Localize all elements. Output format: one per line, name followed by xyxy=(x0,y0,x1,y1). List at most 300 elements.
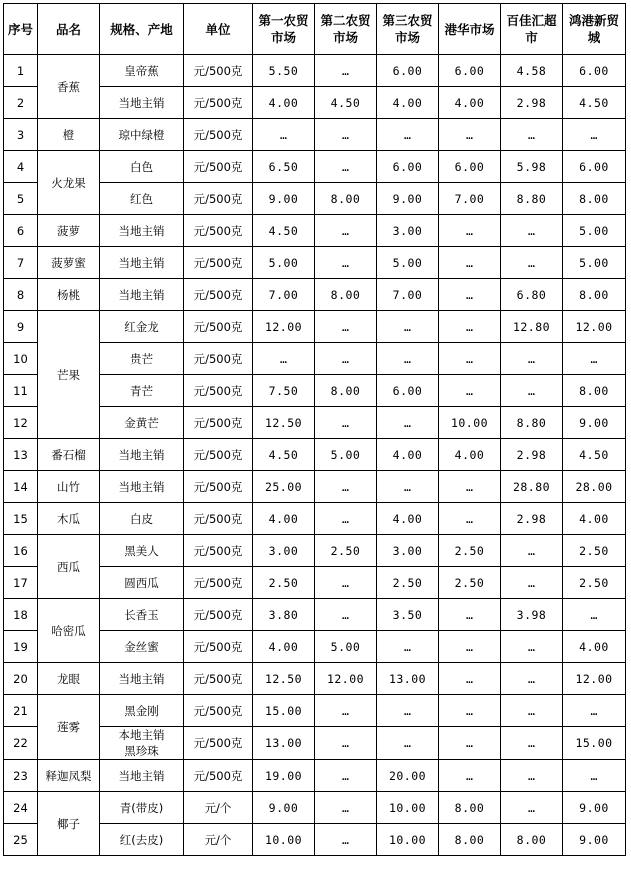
price-market-6: 8.00 xyxy=(563,279,626,311)
price-market-3: 7.00 xyxy=(377,279,439,311)
row-seq: 17 xyxy=(4,567,38,599)
price-market-4: … xyxy=(439,343,501,375)
price-market-2: … xyxy=(315,824,377,856)
row-seq: 18 xyxy=(4,599,38,631)
price-market-4: … xyxy=(439,247,501,279)
price-market-6: 6.00 xyxy=(563,151,626,183)
price-market-1: 2.50 xyxy=(253,567,315,599)
price-market-3: 13.00 xyxy=(377,663,439,695)
price-market-6: 5.00 xyxy=(563,215,626,247)
product-spec xyxy=(100,471,184,503)
product-spec xyxy=(100,311,184,343)
price-market-2: … xyxy=(315,215,377,247)
table-row xyxy=(4,503,626,535)
table-row xyxy=(4,439,626,471)
price-market-6: … xyxy=(563,343,626,375)
price-market-4: … xyxy=(439,727,501,760)
header-spec: 规格、产地 xyxy=(100,4,184,55)
price-market-5: 12.80 xyxy=(501,311,563,343)
price-market-4: 6.00 xyxy=(439,151,501,183)
price-market-5: … xyxy=(501,631,563,663)
table-row xyxy=(4,695,626,727)
price-market-5: 2.98 xyxy=(501,503,563,535)
header-market-5-line-1: 百佳汇超 xyxy=(506,13,557,28)
price-market-6: … xyxy=(563,760,626,792)
header-name: 品名 xyxy=(38,4,100,55)
product-spec xyxy=(100,215,184,247)
table-row xyxy=(4,311,626,343)
product-spec xyxy=(100,503,184,535)
price-market-3: 10.00 xyxy=(377,792,439,824)
price-market-4: … xyxy=(439,119,501,151)
header-market-1 xyxy=(253,4,315,55)
header-market-1-line-2: 市场 xyxy=(270,30,296,45)
product-spec-line: 长香玉 xyxy=(124,607,159,622)
product-spec-line: 当地主销 xyxy=(118,287,165,302)
price-market-1: 12.50 xyxy=(253,663,315,695)
price-market-6: 2.50 xyxy=(563,567,626,599)
price-market-6: 8.00 xyxy=(563,375,626,407)
price-market-1: 9.00 xyxy=(253,183,315,215)
price-market-1: 12.50 xyxy=(253,407,315,439)
price-market-6: 2.50 xyxy=(563,535,626,567)
price-market-5: … xyxy=(501,119,563,151)
product-spec-line: 黑珍珠 xyxy=(124,744,159,758)
price-market-3: 6.00 xyxy=(377,151,439,183)
price-unit: 元/500克 xyxy=(184,695,253,727)
row-seq: 22 xyxy=(4,727,38,760)
price-market-6: 12.00 xyxy=(563,663,626,695)
product-spec-line: 青(带皮) xyxy=(119,800,164,815)
price-market-5: 4.58 xyxy=(501,55,563,87)
price-market-6: 5.00 xyxy=(563,247,626,279)
price-unit: 元/500克 xyxy=(184,87,253,119)
product-spec-line: 当地主销 xyxy=(118,95,165,110)
header-unit: 单位 xyxy=(184,4,253,55)
row-seq: 19 xyxy=(4,631,38,663)
price-market-4: … xyxy=(439,760,501,792)
product-name: 释迦凤梨 xyxy=(38,760,100,792)
product-spec xyxy=(100,55,184,87)
product-spec-line: 当地主销 xyxy=(118,671,165,686)
price-market-2: … xyxy=(315,311,377,343)
price-market-5: … xyxy=(501,535,563,567)
price-unit: 元/500克 xyxy=(184,663,253,695)
price-market-3: 6.00 xyxy=(377,375,439,407)
price-market-6: 15.00 xyxy=(563,727,626,760)
product-name: 香蕉 xyxy=(38,55,100,119)
product-spec-line: 金黄芒 xyxy=(124,415,159,430)
product-name: 杨桃 xyxy=(38,279,100,311)
price-market-5: 6.80 xyxy=(501,279,563,311)
price-market-2: 4.50 xyxy=(315,87,377,119)
row-seq: 14 xyxy=(4,471,38,503)
table-row xyxy=(4,247,626,279)
row-seq: 9 xyxy=(4,311,38,343)
price-market-4: … xyxy=(439,375,501,407)
price-market-6: … xyxy=(563,119,626,151)
product-spec-line: 红金龙 xyxy=(124,319,159,334)
row-seq: 20 xyxy=(4,663,38,695)
product-spec-line: 琼中绿橙 xyxy=(118,127,165,142)
price-market-1: 4.00 xyxy=(253,87,315,119)
price-market-1: 3.80 xyxy=(253,599,315,631)
price-market-3: 3.00 xyxy=(377,215,439,247)
product-spec xyxy=(100,599,184,631)
header-market-1-line-1: 第一农贸 xyxy=(258,13,309,28)
product-spec-line: 白色 xyxy=(130,159,153,174)
price-market-6: 9.00 xyxy=(563,824,626,856)
product-name: 木瓜 xyxy=(38,503,100,535)
product-spec-line: 红色 xyxy=(130,191,153,206)
row-seq: 1 xyxy=(4,55,38,87)
price-market-2: … xyxy=(315,727,377,760)
product-spec-line: 红(去皮) xyxy=(119,832,164,847)
product-spec xyxy=(100,183,184,215)
product-spec xyxy=(100,727,184,760)
price-market-2: 8.00 xyxy=(315,183,377,215)
price-unit: 元/500克 xyxy=(184,439,253,471)
table-row xyxy=(4,760,626,792)
price-market-3: 3.50 xyxy=(377,599,439,631)
price-market-2: 12.00 xyxy=(315,663,377,695)
product-spec xyxy=(100,535,184,567)
product-spec xyxy=(100,375,184,407)
product-name: 芒果 xyxy=(38,311,100,439)
product-name: 椰子 xyxy=(38,792,100,856)
price-unit: 元/500克 xyxy=(184,247,253,279)
price-market-1: … xyxy=(253,343,315,375)
row-seq: 21 xyxy=(4,695,38,727)
row-seq: 6 xyxy=(4,215,38,247)
price-market-2: 8.00 xyxy=(315,279,377,311)
price-unit: 元/500克 xyxy=(184,567,253,599)
price-market-6: 4.50 xyxy=(563,439,626,471)
price-unit: 元/500克 xyxy=(184,471,253,503)
header-market-5-line-2: 市 xyxy=(525,30,538,45)
product-spec-line: 当地主销 xyxy=(118,768,165,783)
row-seq: 16 xyxy=(4,535,38,567)
price-market-1: 7.50 xyxy=(253,375,315,407)
price-unit: 元/500克 xyxy=(184,183,253,215)
price-market-1: 15.00 xyxy=(253,695,315,727)
header-row xyxy=(4,4,626,55)
table-row xyxy=(4,535,626,567)
product-name: 橙 xyxy=(38,119,100,151)
price-market-2: 8.00 xyxy=(315,375,377,407)
product-spec-line: 当地主销 xyxy=(118,479,165,494)
price-market-5: 28.80 xyxy=(501,471,563,503)
price-market-2: … xyxy=(315,503,377,535)
price-market-4: … xyxy=(439,471,501,503)
price-unit: 元/500克 xyxy=(184,631,253,663)
price-market-3: … xyxy=(377,695,439,727)
price-market-6: 9.00 xyxy=(563,407,626,439)
header-market-4-line-1: 港华市场 xyxy=(444,21,495,37)
product-name: 火龙果 xyxy=(38,151,100,215)
header-market-5 xyxy=(501,4,563,55)
row-seq: 15 xyxy=(4,503,38,535)
table-row xyxy=(4,599,626,631)
price-market-4: 7.00 xyxy=(439,183,501,215)
price-market-4: … xyxy=(439,279,501,311)
row-seq: 24 xyxy=(4,792,38,824)
header-market-4 xyxy=(439,4,501,55)
table-body xyxy=(4,55,626,856)
product-spec xyxy=(100,631,184,663)
price-market-5: … xyxy=(501,215,563,247)
price-market-3: … xyxy=(377,727,439,760)
price-market-3: 9.00 xyxy=(377,183,439,215)
price-market-5: … xyxy=(501,792,563,824)
price-market-3: … xyxy=(377,631,439,663)
price-market-3: … xyxy=(377,119,439,151)
product-name: 菠萝蜜 xyxy=(38,247,100,279)
product-spec xyxy=(100,824,184,856)
price-market-5: … xyxy=(501,695,563,727)
price-market-4: 4.00 xyxy=(439,439,501,471)
row-seq: 8 xyxy=(4,279,38,311)
price-market-3: … xyxy=(377,471,439,503)
price-market-3: 4.00 xyxy=(377,439,439,471)
product-spec xyxy=(100,119,184,151)
price-unit: 元/500克 xyxy=(184,407,253,439)
price-market-1: … xyxy=(253,119,315,151)
price-market-3: 5.00 xyxy=(377,247,439,279)
product-name: 哈密瓜 xyxy=(38,599,100,663)
price-market-6: 4.50 xyxy=(563,87,626,119)
price-market-3: 6.00 xyxy=(377,55,439,87)
product-spec-line: 当地主销 xyxy=(118,223,165,238)
product-name: 西瓜 xyxy=(38,535,100,599)
row-seq: 12 xyxy=(4,407,38,439)
product-name: 莲雾 xyxy=(38,695,100,760)
price-market-4: … xyxy=(439,631,501,663)
table-row xyxy=(4,279,626,311)
price-unit: 元/500克 xyxy=(184,343,253,375)
row-seq: 2 xyxy=(4,87,38,119)
header-market-2-line-1: 第二农贸 xyxy=(320,13,371,28)
price-market-1: 5.00 xyxy=(253,247,315,279)
row-seq: 3 xyxy=(4,119,38,151)
price-unit: 元/500克 xyxy=(184,311,253,343)
price-market-6: 4.00 xyxy=(563,631,626,663)
price-table-page xyxy=(3,3,626,856)
header-market-6-line-1: 鸿港新贸 xyxy=(568,13,619,28)
price-market-1: 5.50 xyxy=(253,55,315,87)
price-market-1: 10.00 xyxy=(253,824,315,856)
price-market-5: … xyxy=(501,343,563,375)
price-market-1: 9.00 xyxy=(253,792,315,824)
price-market-2: … xyxy=(315,55,377,87)
product-spec xyxy=(100,151,184,183)
price-market-2: … xyxy=(315,792,377,824)
price-market-5: 8.80 xyxy=(501,183,563,215)
header-market-2-line-2: 市场 xyxy=(332,30,358,45)
price-market-2: … xyxy=(315,247,377,279)
product-spec xyxy=(100,247,184,279)
product-spec xyxy=(100,407,184,439)
product-spec-line: 本地主销 xyxy=(118,728,165,742)
product-spec-line: 青芒 xyxy=(130,383,153,398)
product-spec xyxy=(100,343,184,375)
price-market-4: … xyxy=(439,695,501,727)
price-unit: 元/500克 xyxy=(184,503,253,535)
price-market-5: … xyxy=(501,247,563,279)
price-market-2: 5.00 xyxy=(315,439,377,471)
price-market-2: … xyxy=(315,567,377,599)
price-market-2: … xyxy=(315,471,377,503)
product-spec-line: 当地主销 xyxy=(118,447,165,462)
price-market-3: … xyxy=(377,343,439,375)
price-market-4: … xyxy=(439,599,501,631)
product-spec xyxy=(100,760,184,792)
price-market-4: 6.00 xyxy=(439,55,501,87)
product-spec xyxy=(100,792,184,824)
price-unit: 元/个 xyxy=(184,792,253,824)
price-market-3: … xyxy=(377,407,439,439)
price-market-6: … xyxy=(563,695,626,727)
header-market-3-line-1: 第三农贸 xyxy=(382,13,433,28)
price-market-6: … xyxy=(563,599,626,631)
price-market-1: 4.50 xyxy=(253,439,315,471)
price-market-3: 3.00 xyxy=(377,535,439,567)
row-seq: 5 xyxy=(4,183,38,215)
product-name: 番石榴 xyxy=(38,439,100,471)
table-row xyxy=(4,151,626,183)
price-market-4: 8.00 xyxy=(439,792,501,824)
price-market-5: … xyxy=(501,567,563,599)
price-unit: 元/500克 xyxy=(184,151,253,183)
price-unit: 元/500克 xyxy=(184,727,253,760)
product-spec xyxy=(100,87,184,119)
price-market-5: … xyxy=(501,375,563,407)
price-market-1: 4.00 xyxy=(253,631,315,663)
price-market-2: 5.00 xyxy=(315,631,377,663)
product-spec-line: 贵芒 xyxy=(130,351,153,366)
product-name: 龙眼 xyxy=(38,663,100,695)
product-spec xyxy=(100,663,184,695)
product-spec-line: 金丝蜜 xyxy=(124,639,159,654)
price-market-4: … xyxy=(439,503,501,535)
table-row xyxy=(4,792,626,824)
price-market-5: 3.98 xyxy=(501,599,563,631)
price-unit: 元/500克 xyxy=(184,215,253,247)
product-spec xyxy=(100,567,184,599)
price-market-5: … xyxy=(501,760,563,792)
price-market-6: 4.00 xyxy=(563,503,626,535)
price-market-1: 3.00 xyxy=(253,535,315,567)
price-market-5: 8.80 xyxy=(501,407,563,439)
product-spec xyxy=(100,279,184,311)
table-row xyxy=(4,55,626,87)
price-market-2: … xyxy=(315,760,377,792)
price-market-5: 2.98 xyxy=(501,87,563,119)
price-market-4: 2.50 xyxy=(439,535,501,567)
price-market-4: … xyxy=(439,215,501,247)
header-seq: 序号 xyxy=(4,4,38,55)
row-seq: 25 xyxy=(4,824,38,856)
price-market-3: 4.00 xyxy=(377,503,439,535)
price-market-4: 4.00 xyxy=(439,87,501,119)
table-row xyxy=(4,663,626,695)
price-market-6: 9.00 xyxy=(563,792,626,824)
price-market-1: 25.00 xyxy=(253,471,315,503)
price-unit: 元/500克 xyxy=(184,119,253,151)
price-market-2: … xyxy=(315,151,377,183)
price-market-4: … xyxy=(439,311,501,343)
price-market-6: 6.00 xyxy=(563,55,626,87)
header-market-3-line-2: 市场 xyxy=(394,30,420,45)
price-market-5: 5.98 xyxy=(501,151,563,183)
table-row xyxy=(4,215,626,247)
product-spec xyxy=(100,439,184,471)
product-spec-line: 皇帝蕉 xyxy=(124,63,159,78)
price-market-3: 4.00 xyxy=(377,87,439,119)
product-spec-line: 黑美人 xyxy=(124,543,159,558)
header-market-3 xyxy=(377,4,439,55)
price-market-3: 20.00 xyxy=(377,760,439,792)
product-spec-line: 圆西瓜 xyxy=(124,575,159,590)
price-market-1: 12.00 xyxy=(253,311,315,343)
price-unit: 元/500克 xyxy=(184,599,253,631)
header-market-2 xyxy=(315,4,377,55)
price-market-2: 2.50 xyxy=(315,535,377,567)
price-market-4: … xyxy=(439,663,501,695)
price-market-1: 7.00 xyxy=(253,279,315,311)
price-market-4: 2.50 xyxy=(439,567,501,599)
price-market-3: … xyxy=(377,311,439,343)
price-market-4: 10.00 xyxy=(439,407,501,439)
price-unit: 元/500克 xyxy=(184,279,253,311)
price-market-1: 4.00 xyxy=(253,503,315,535)
price-market-4: 8.00 xyxy=(439,824,501,856)
price-market-1: 19.00 xyxy=(253,760,315,792)
price-market-1: 4.50 xyxy=(253,215,315,247)
price-market-2: … xyxy=(315,407,377,439)
row-seq: 10 xyxy=(4,343,38,375)
price-unit: 元/500克 xyxy=(184,375,253,407)
product-spec-line: 当地主销 xyxy=(118,255,165,270)
row-seq: 4 xyxy=(4,151,38,183)
price-market-2: … xyxy=(315,343,377,375)
price-market-2: … xyxy=(315,119,377,151)
product-spec xyxy=(100,695,184,727)
price-market-5: 2.98 xyxy=(501,439,563,471)
fruit-price-table xyxy=(3,3,626,856)
row-seq: 11 xyxy=(4,375,38,407)
price-unit: 元/500克 xyxy=(184,55,253,87)
price-market-6: 8.00 xyxy=(563,183,626,215)
price-unit: 元/500克 xyxy=(184,760,253,792)
price-market-1: 13.00 xyxy=(253,727,315,760)
product-name: 菠萝 xyxy=(38,215,100,247)
price-market-3: 10.00 xyxy=(377,824,439,856)
price-unit: 元/500克 xyxy=(184,535,253,567)
row-seq: 7 xyxy=(4,247,38,279)
price-market-6: 28.00 xyxy=(563,471,626,503)
price-market-6: 12.00 xyxy=(563,311,626,343)
price-market-3: 2.50 xyxy=(377,567,439,599)
header-market-6 xyxy=(563,4,626,55)
price-market-5: … xyxy=(501,727,563,760)
price-market-2: … xyxy=(315,695,377,727)
header-market-6-line-2: 城 xyxy=(587,30,601,45)
price-market-5: 8.00 xyxy=(501,824,563,856)
table-row xyxy=(4,471,626,503)
row-seq: 13 xyxy=(4,439,38,471)
price-market-1: 6.50 xyxy=(253,151,315,183)
